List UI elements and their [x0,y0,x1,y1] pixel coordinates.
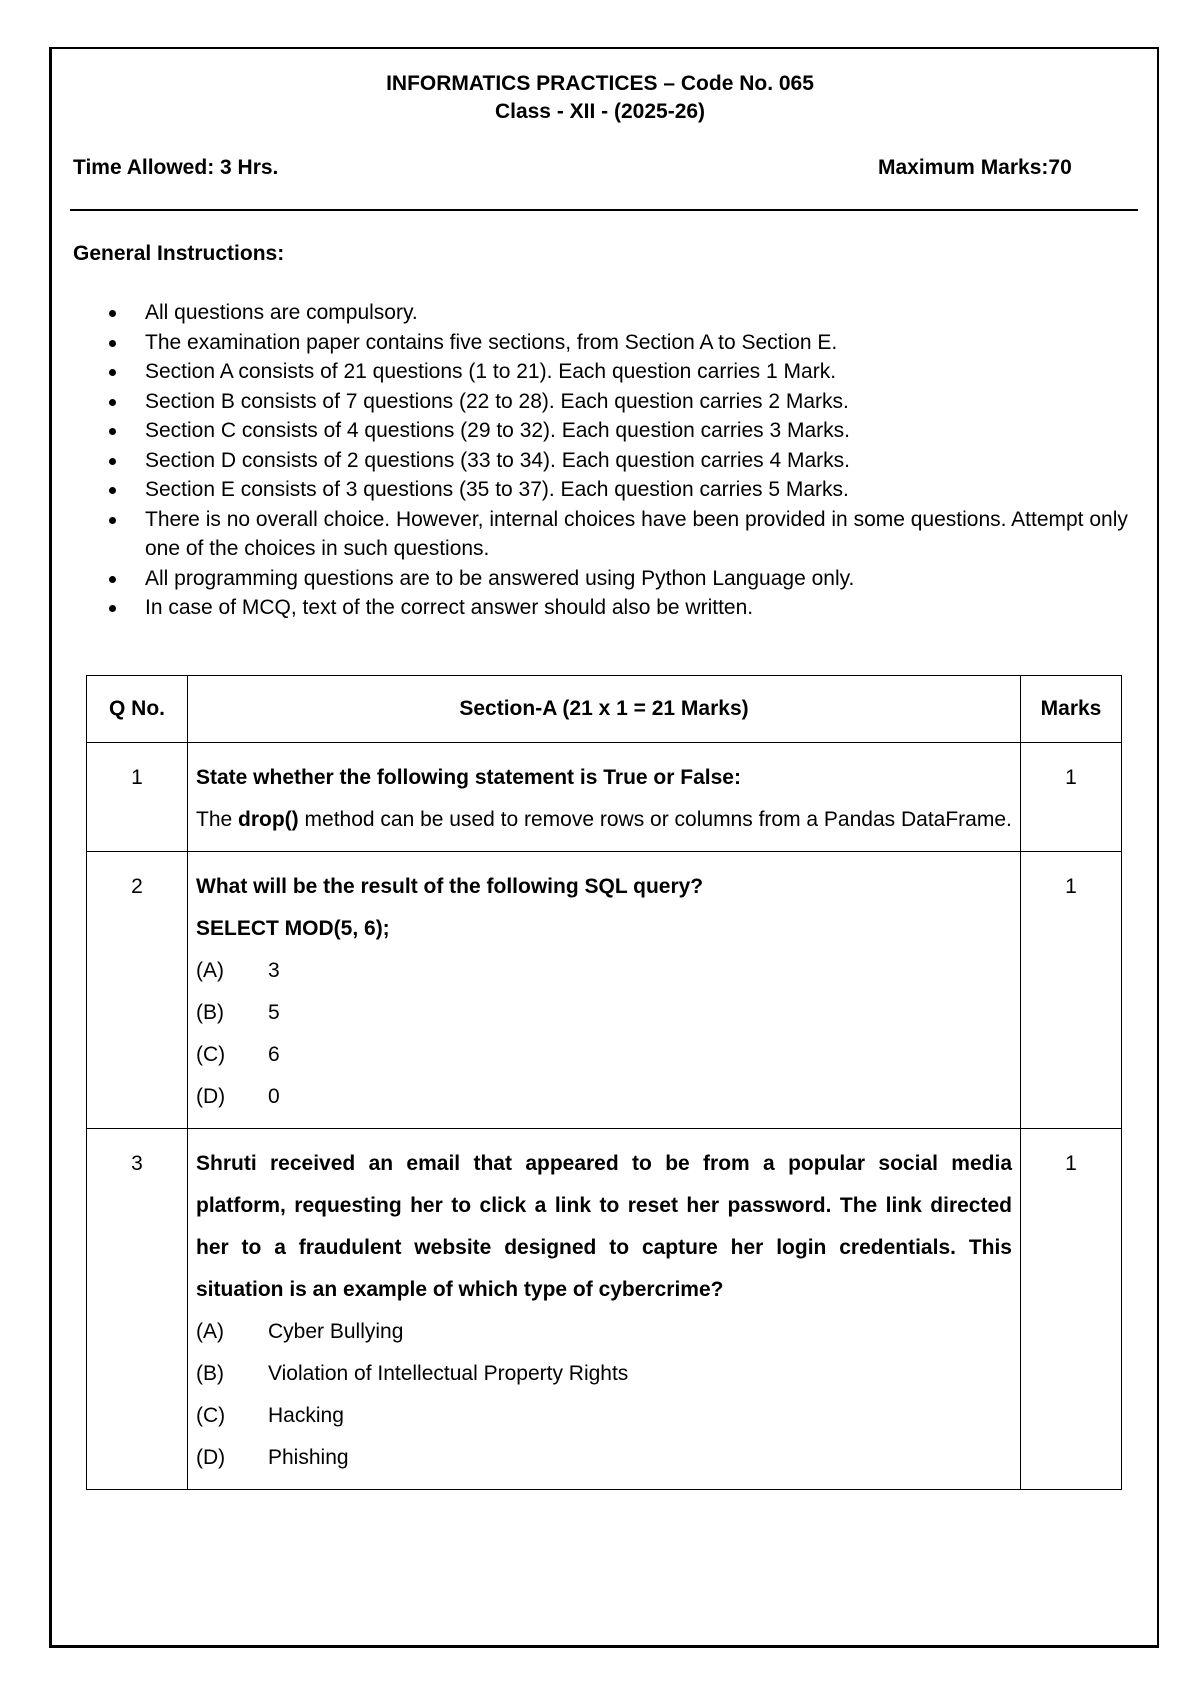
maximum-marks: Maximum Marks:70 [878,156,1072,179]
instruction-item: All programming questions are to be answered using Python Language only. [105,564,1165,594]
header-qno: Q No. [87,676,188,743]
table-row [87,1129,1122,1490]
option [196,1076,1012,1118]
question-cell [188,1129,1021,1490]
header-divider [70,209,1138,211]
option-label: (D) [196,1446,226,1469]
paper-title: INFORMATICS PRACTICES – Code No. 065 [386,72,814,95]
question-prompt: What will be the result of the following SQL query? [196,875,704,898]
question-cell [188,743,1021,852]
question-marks: 1 [1021,852,1122,1129]
question-marks: 1 [1021,1129,1122,1490]
body-text: method can be used to remove rows or columns from a Pandas DataFrame. [298,808,1012,831]
option [196,1034,1012,1076]
header-section: Section-A (21 x 1 = 21 Marks) [188,676,1021,743]
instruction-item: All questions are compulsory. [105,298,1165,328]
table-row [87,743,1122,852]
option [196,992,1012,1034]
table-header-row [87,676,1122,743]
option-text: 5 [268,1001,280,1024]
instructions-heading: General Instructions: [73,242,285,265]
instruction-item: Section A consists of 21 questions (1 to 21). Each question carries 1 Mark. [105,357,1165,387]
table-row [87,852,1122,1129]
question-body [196,799,1012,841]
option-label: (C) [196,1043,226,1066]
option [196,1311,1012,1353]
sql-query: SELECT MOD(5, 6); [196,917,390,940]
header-marks: Marks [1021,676,1122,743]
question-prompt: Shruti received an email that appeared to be from a popular social media platform, requesting her to click a link to reset her password. The link directed her to a fraudulent website designed to capture her login credentials. This situation is an example of which type of cybercrime? [196,1152,1012,1301]
option-text: Phishing [268,1446,349,1469]
question-number: 2 [87,852,188,1129]
option-label: (A) [196,1320,224,1343]
question-cell [188,852,1021,1129]
instruction-item: There is no overall choice. However, internal choices have been provided in some questions. Attempt only one of the choices in such questions. [105,505,1165,564]
option-text: 0 [268,1085,280,1108]
option [196,1395,1012,1437]
option-text: Violation of Intellectual Property Rights [268,1362,629,1385]
instructions-list [105,298,1165,623]
time-allowed: Time Allowed: 3 Hrs. [73,156,279,179]
option-text: 3 [268,959,280,982]
option-label: (A) [196,959,224,982]
option-text: Hacking [268,1404,344,1427]
option-label: (C) [196,1404,226,1427]
instruction-item: In case of MCQ, text of the correct answer should also be written. [105,593,1165,623]
option-label: (B) [196,1001,224,1024]
instruction-item: Section B consists of 7 questions (22 to 28). Each question carries 2 Marks. [105,387,1165,417]
instruction-item: Section D consists of 2 questions (33 to 34). Each question carries 4 Marks. [105,446,1165,476]
option-text: 6 [268,1043,280,1066]
option-text: Cyber Bullying [268,1320,404,1343]
question-number: 1 [87,743,188,852]
instruction-item: Section C consists of 4 questions (29 to 32). Each question carries 3 Marks. [105,416,1165,446]
paper-class: Class - XII - (2025-26) [494,100,706,123]
option [196,1353,1012,1395]
question-marks: 1 [1021,743,1122,852]
option [196,1437,1012,1479]
option-label: (D) [196,1085,226,1108]
section-a-table [86,675,1122,1490]
instruction-item: The examination paper contains five sections, from Section A to Section E. [105,328,1165,358]
question-prompt: State whether the following statement is True or False: [196,766,741,789]
option [196,950,1012,992]
method-name: drop() [238,808,299,831]
option-label: (B) [196,1362,224,1385]
body-text: The [196,808,239,831]
instruction-item: Section E consists of 3 questions (35 to 37). Each question carries 5 Marks. [105,475,1165,505]
question-number: 3 [87,1129,188,1490]
